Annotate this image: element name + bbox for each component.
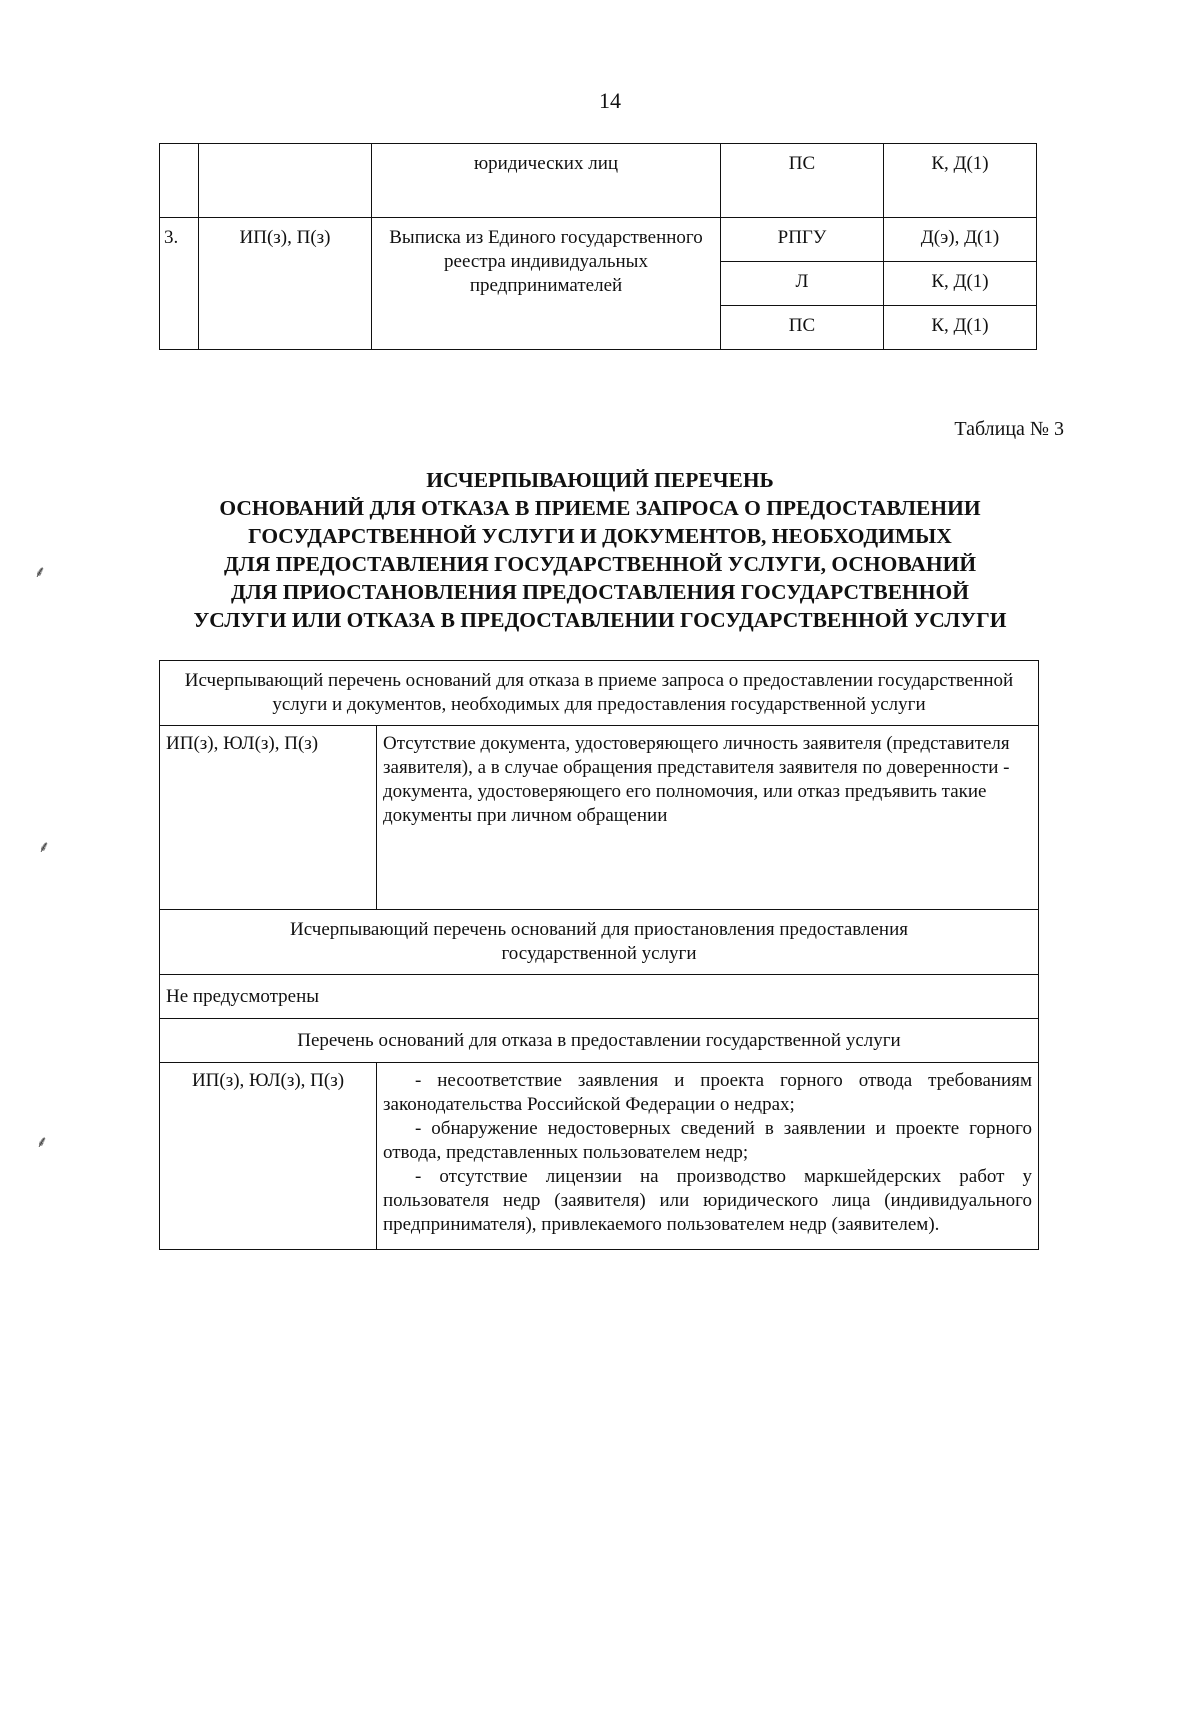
scan-artifact: ⸙ — [38, 839, 51, 856]
table-row — [160, 661, 1039, 726]
reason-item: - несоответствие заявления и проекта горного отвода требованиям законодательства Российской Федерации о недрах; — [383, 1070, 1032, 1115]
page-title — [150, 466, 1050, 634]
title-line: ОСНОВАНИЙ ДЛЯ ОТКАЗА В ПРИЕМЕ ЗАПРОСА О ПРЕДОСТАВЛЕНИИ — [219, 496, 981, 520]
title-line: ИСЧЕРПЫВАЮЩИЙ ПЕРЕЧЕНЬ — [426, 468, 774, 492]
title-line: ДЛЯ ПРИОСТАНОВЛЕНИЯ ПРЕДОСТАВЛЕНИЯ ГОСУДАРСТВЕННОЙ — [231, 580, 969, 604]
cell-agency: РПГУ — [721, 218, 884, 262]
table-row — [160, 1063, 1039, 1250]
table-row — [160, 726, 1039, 910]
table-row — [160, 1019, 1039, 1063]
cell-reasons — [377, 1063, 1039, 1250]
table-row — [160, 975, 1039, 1019]
table-label: Таблица № 3 — [954, 418, 1064, 440]
documents-table-continued — [159, 143, 1037, 350]
reason-item: - обнаружение недостоверных сведений в заявлении и проекте горного отвода, представленных пользователем недр; — [383, 1118, 1032, 1163]
cell-agency: ПС — [721, 144, 884, 218]
cell-applicant: ИП(з), ЮЛ(з), П(з) — [160, 726, 377, 910]
reason-item: - отсутствие лицензии на производство маркшейдерских работ у пользователя недр (заявителя) или юридического лица (индивидуального предпринимателя), привлекаемого пользователем недр (заявителем). — [383, 1166, 1032, 1235]
section-title: Исчерпывающий перечень оснований для отказа в приеме запроса о предоставлении государственной услуги и документов, необходимых для предоставления государственной услуги — [160, 661, 1039, 726]
table-row — [160, 910, 1039, 975]
table-row — [160, 218, 1037, 262]
refusal-grounds-table — [159, 660, 1039, 1250]
section-title: Исчерпывающий перечень оснований для приостановления предоставления государственной услуги — [160, 910, 1039, 975]
cell-reason: Отсутствие документа, удостоверяющего личность заявителя (представителя заявителя), а в случае обращения представителя заявителя по доверенности - документа, удостоверяющего его полномочия, или отказ предъявить такие документы при личном обращении — [377, 726, 1039, 910]
title-line: УСЛУГИ ИЛИ ОТКАЗА В ПРЕДОСТАВЛЕНИИ ГОСУДАРСТВЕННОЙ УСЛУГИ — [193, 608, 1007, 632]
cell-applicant: ИП(з), ЮЛ(з), П(з) — [160, 1063, 377, 1250]
cell-document: юридических лиц — [372, 144, 721, 218]
scan-artifact: ⸙ — [36, 1134, 49, 1151]
section-title: Перечень оснований для отказа в предоставлении государственной услуги — [160, 1019, 1039, 1063]
cell-agency: Л — [721, 262, 884, 306]
title-line: ДЛЯ ПРЕДОСТАВЛЕНИЯ ГОСУДАРСТВЕННОЙ УСЛУГИ, ОСНОВАНИЙ — [223, 552, 977, 576]
page-number: 14 — [599, 88, 621, 113]
cell-form: Д(э), Д(1) — [884, 218, 1037, 262]
cell-applicant — [199, 144, 372, 218]
cell-form: К, Д(1) — [884, 306, 1037, 350]
cell-document: Выписка из Единого государственного реестра индивидуальных предпринимателей — [372, 218, 721, 350]
scan-artifact: ⸙ — [34, 564, 47, 581]
cell-form: К, Д(1) — [884, 262, 1037, 306]
cell-num — [160, 144, 199, 218]
cell-agency: ПС — [721, 306, 884, 350]
title-line: ГОСУДАРСТВЕННОЙ УСЛУГИ И ДОКУМЕНТОВ, НЕОБХОДИМЫХ — [248, 524, 952, 548]
table-row — [160, 144, 1037, 218]
cell-form: К, Д(1) — [884, 144, 1037, 218]
cell-value: Не предусмотрены — [160, 975, 1039, 1019]
cell-applicant: ИП(з), П(з) — [199, 218, 372, 350]
cell-num: 3. — [160, 218, 199, 350]
